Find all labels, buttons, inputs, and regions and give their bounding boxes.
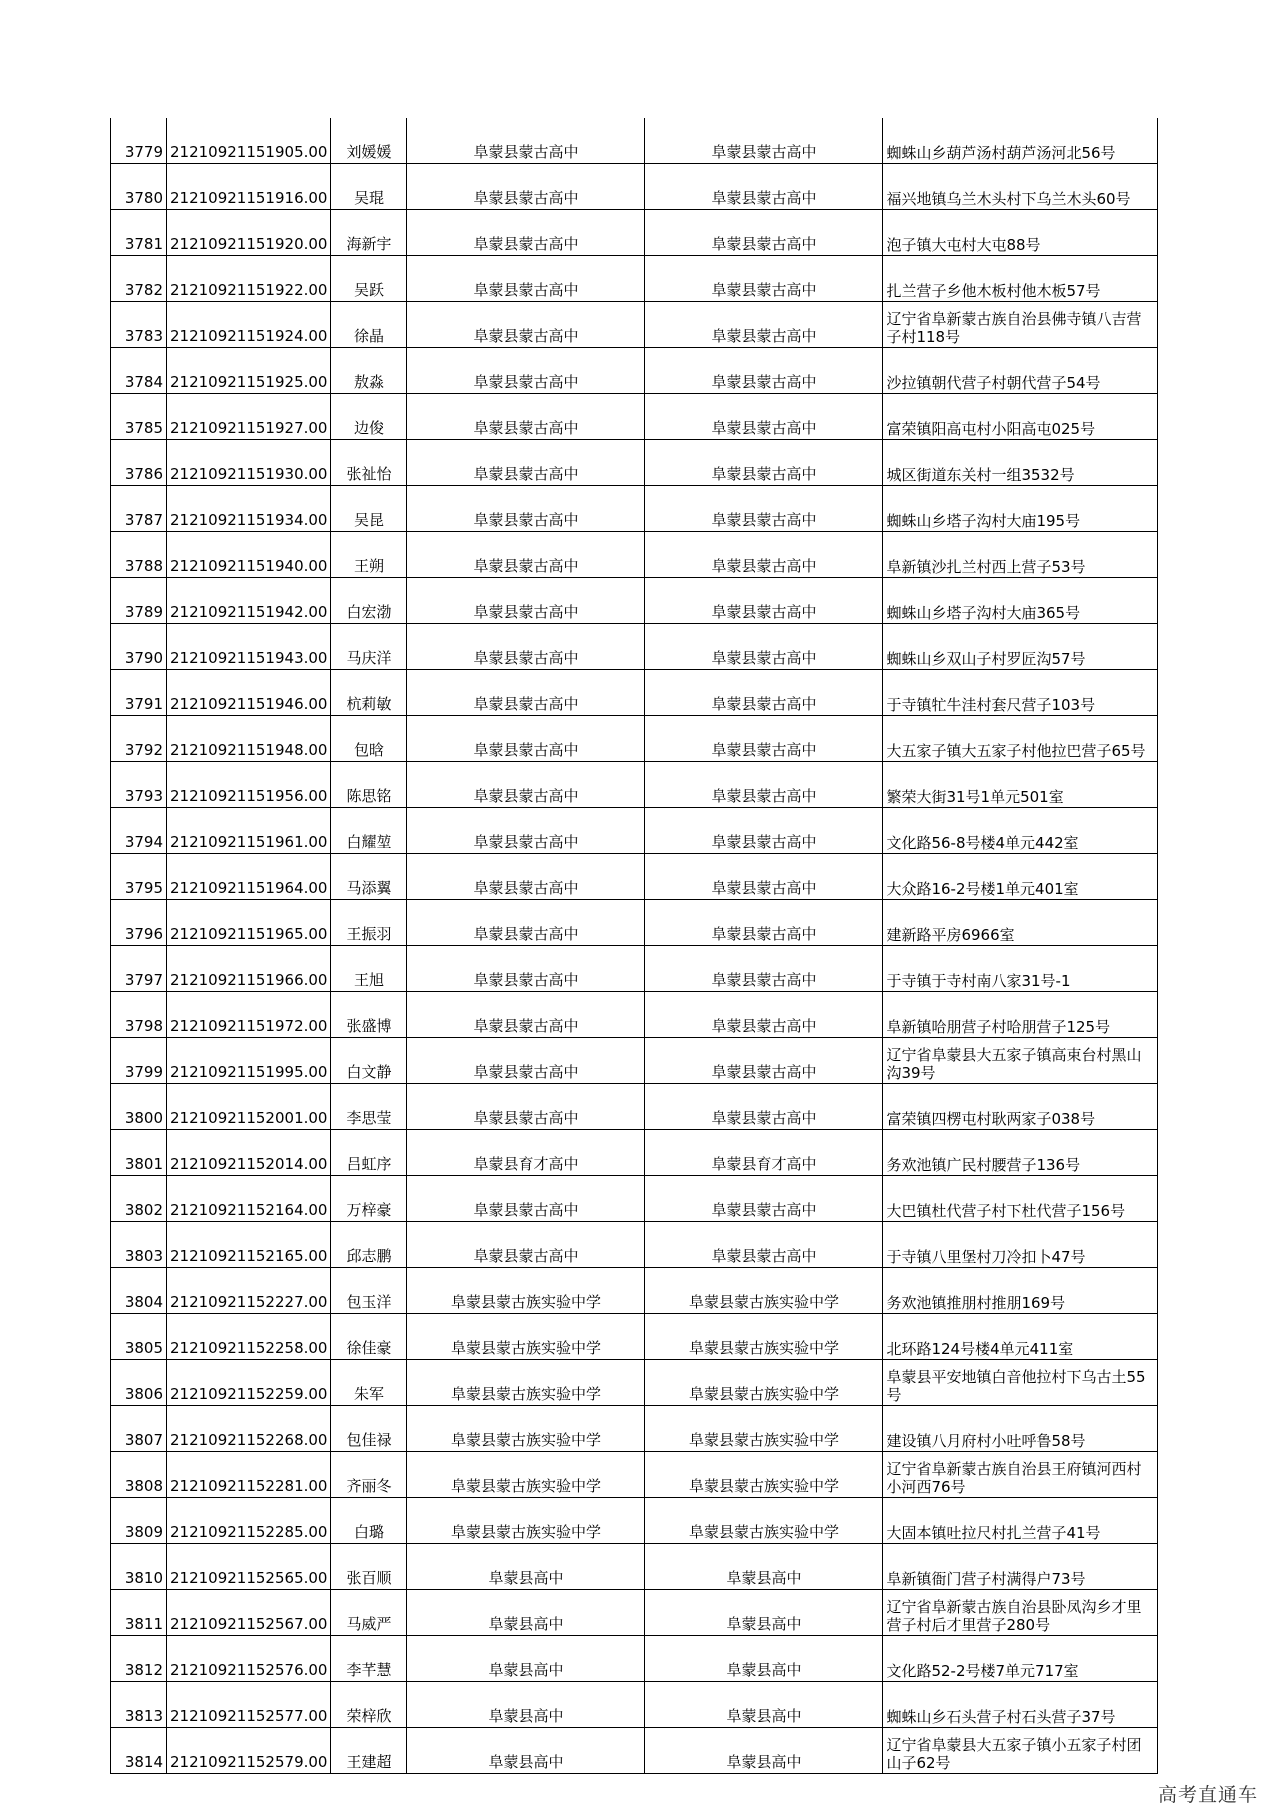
- cell-student-name: 白耀堃: [331, 808, 407, 854]
- cell-exam-id: 21210921151916.00: [167, 164, 331, 210]
- cell-address: 辽宁省阜新蒙古族自治县王府镇河西村小河西76号: [883, 1452, 1158, 1498]
- cell-number: 3791: [111, 670, 167, 716]
- cell-number: 3799: [111, 1038, 167, 1084]
- cell-number: 3787: [111, 486, 167, 532]
- cell-student-name: 王振羽: [331, 900, 407, 946]
- cell-admitted-school: 阜蒙县蒙古高中: [645, 670, 883, 716]
- table-row: [111, 624, 1158, 670]
- table-row: [111, 440, 1158, 486]
- cell-exam-id: 21210921152259.00: [167, 1360, 331, 1406]
- cell-school: 阜蒙县蒙古高中: [407, 486, 645, 532]
- cell-student-name: 荣梓欣: [331, 1682, 407, 1728]
- cell-number: 3785: [111, 394, 167, 440]
- cell-admitted-school: 阜蒙县蒙古高中: [645, 624, 883, 670]
- cell-address: 文化路56-8号楼4单元442室: [883, 808, 1158, 854]
- table-row: [111, 1590, 1158, 1636]
- cell-address: 大五家子镇大五家子村他拉巴营子65号: [883, 716, 1158, 762]
- table-row: [111, 1176, 1158, 1222]
- cell-school: 阜蒙县育才高中: [407, 1130, 645, 1176]
- cell-number: 3779: [111, 118, 167, 164]
- cell-exam-id: 21210921151942.00: [167, 578, 331, 624]
- cell-admitted-school: 阜蒙县蒙古族实验中学: [645, 1452, 883, 1498]
- cell-exam-id: 21210921151972.00: [167, 992, 331, 1038]
- cell-student-name: 王朔: [331, 532, 407, 578]
- cell-admitted-school: 阜蒙县蒙古高中: [645, 716, 883, 762]
- cell-student-name: 吴跃: [331, 256, 407, 302]
- cell-exam-id: 21210921152567.00: [167, 1590, 331, 1636]
- cell-student-name: 吴琨: [331, 164, 407, 210]
- cell-school: 阜蒙县蒙古高中: [407, 394, 645, 440]
- cell-address: 城区街道东关村一组3532号: [883, 440, 1158, 486]
- cell-address: 阜新镇沙扎兰村西上营子53号: [883, 532, 1158, 578]
- cell-school: 阜蒙县蒙古高中: [407, 210, 645, 256]
- cell-exam-id: 21210921151966.00: [167, 946, 331, 992]
- table-row: [111, 854, 1158, 900]
- cell-admitted-school: 阜蒙县蒙古高中: [645, 762, 883, 808]
- table-row: [111, 1314, 1158, 1360]
- cell-number: 3788: [111, 532, 167, 578]
- cell-school: 阜蒙县蒙古高中: [407, 624, 645, 670]
- cell-admitted-school: 阜蒙县高中: [645, 1590, 883, 1636]
- cell-address: 建新路平房6966室: [883, 900, 1158, 946]
- cell-school: 阜蒙县蒙古高中: [407, 164, 645, 210]
- table-row: [111, 1222, 1158, 1268]
- cell-number: 3806: [111, 1360, 167, 1406]
- cell-school: 阜蒙县蒙古高中: [407, 118, 645, 164]
- cell-admitted-school: 阜蒙县高中: [645, 1682, 883, 1728]
- cell-address: 辽宁省阜蒙县大五家子镇高束台村黑山沟39号: [883, 1038, 1158, 1084]
- cell-number: 3792: [111, 716, 167, 762]
- cell-admitted-school: 阜蒙县蒙古高中: [645, 854, 883, 900]
- cell-number: 3782: [111, 256, 167, 302]
- cell-address: 阜新镇衙门营子村满得户73号: [883, 1544, 1158, 1590]
- cell-school: 阜蒙县蒙古族实验中学: [407, 1498, 645, 1544]
- table-row: [111, 1636, 1158, 1682]
- cell-admitted-school: 阜蒙县蒙古高中: [645, 1038, 883, 1084]
- cell-address: 北环路124号楼4单元411室: [883, 1314, 1158, 1360]
- cell-admitted-school: 阜蒙县蒙古族实验中学: [645, 1360, 883, 1406]
- cell-student-name: 陈思铭: [331, 762, 407, 808]
- table-row: [111, 164, 1158, 210]
- cell-school: 阜蒙县蒙古高中: [407, 440, 645, 486]
- cell-student-name: 敖淼: [331, 348, 407, 394]
- cell-exam-id: 21210921152576.00: [167, 1636, 331, 1682]
- cell-exam-id: 21210921151930.00: [167, 440, 331, 486]
- cell-school: 阜蒙县蒙古族实验中学: [407, 1268, 645, 1314]
- cell-school: 阜蒙县蒙古族实验中学: [407, 1406, 645, 1452]
- cell-school: 阜蒙县蒙古高中: [407, 670, 645, 716]
- cell-address: 沙拉镇朝代营子村朝代营子54号: [883, 348, 1158, 394]
- cell-school: 阜蒙县蒙古高中: [407, 1038, 645, 1084]
- cell-exam-id: 21210921151964.00: [167, 854, 331, 900]
- cell-school: 阜蒙县蒙古高中: [407, 854, 645, 900]
- table-row: [111, 1268, 1158, 1314]
- cell-exam-id: 21210921151934.00: [167, 486, 331, 532]
- cell-student-name: 张盛博: [331, 992, 407, 1038]
- cell-exam-id: 21210921151920.00: [167, 210, 331, 256]
- cell-address: 富荣镇阳高屯村小阳高屯025号: [883, 394, 1158, 440]
- cell-admitted-school: 阜蒙县蒙古高中: [645, 348, 883, 394]
- cell-student-name: 张百顺: [331, 1544, 407, 1590]
- cell-admitted-school: 阜蒙县蒙古高中: [645, 808, 883, 854]
- cell-address: 大固本镇吐拉尺村扎兰营子41号: [883, 1498, 1158, 1544]
- cell-exam-id: 21210921152565.00: [167, 1544, 331, 1590]
- cell-number: 3789: [111, 578, 167, 624]
- table-row: [111, 532, 1158, 578]
- cell-student-name: 李思莹: [331, 1084, 407, 1130]
- cell-exam-id: 21210921151924.00: [167, 302, 331, 348]
- cell-exam-id: 21210921152281.00: [167, 1452, 331, 1498]
- cell-admitted-school: 阜蒙县蒙古高中: [645, 164, 883, 210]
- cell-student-name: 杭莉敏: [331, 670, 407, 716]
- cell-address: 蜘蛛山乡塔子沟村大庙195号: [883, 486, 1158, 532]
- table-row: [111, 118, 1158, 164]
- cell-address: 大众路16-2号楼1单元401室: [883, 854, 1158, 900]
- cell-exam-id: 21210921151905.00: [167, 118, 331, 164]
- cell-number: 3793: [111, 762, 167, 808]
- cell-address: 务欢池镇推朋村推朋169号: [883, 1268, 1158, 1314]
- cell-number: 3802: [111, 1176, 167, 1222]
- cell-school: 阜蒙县蒙古高中: [407, 256, 645, 302]
- cell-exam-id: 21210921151946.00: [167, 670, 331, 716]
- cell-school: 阜蒙县蒙古高中: [407, 716, 645, 762]
- cell-student-name: 王建超: [331, 1728, 407, 1774]
- cell-student-name: 万梓豪: [331, 1176, 407, 1222]
- cell-school: 阜蒙县蒙古高中: [407, 302, 645, 348]
- cell-exam-id: 21210921152285.00: [167, 1498, 331, 1544]
- table-row: [111, 762, 1158, 808]
- cell-admitted-school: 阜蒙县蒙古高中: [645, 256, 883, 302]
- cell-admitted-school: 阜蒙县蒙古高中: [645, 118, 883, 164]
- cell-student-name: 王旭: [331, 946, 407, 992]
- cell-student-name: 白文静: [331, 1038, 407, 1084]
- cell-number: 3814: [111, 1728, 167, 1774]
- cell-school: 阜蒙县高中: [407, 1636, 645, 1682]
- cell-exam-id: 21210921151925.00: [167, 348, 331, 394]
- cell-school: 阜蒙县高中: [407, 1728, 645, 1774]
- table-row: [111, 1406, 1158, 1452]
- cell-number: 3808: [111, 1452, 167, 1498]
- cell-student-name: 徐晶: [331, 302, 407, 348]
- cell-school: 阜蒙县高中: [407, 1544, 645, 1590]
- cell-student-name: 包佳禄: [331, 1406, 407, 1452]
- cell-number: 3807: [111, 1406, 167, 1452]
- table-row: [111, 1360, 1158, 1406]
- cell-admitted-school: 阜蒙县高中: [645, 1636, 883, 1682]
- cell-school: 阜蒙县高中: [407, 1682, 645, 1728]
- cell-number: 3784: [111, 348, 167, 394]
- table-row: [111, 1682, 1158, 1728]
- table-row: [111, 670, 1158, 716]
- cell-admitted-school: 阜蒙县蒙古族实验中学: [645, 1406, 883, 1452]
- cell-student-name: 马添翼: [331, 854, 407, 900]
- cell-school: 阜蒙县蒙古高中: [407, 1084, 645, 1130]
- cell-exam-id: 21210921151940.00: [167, 532, 331, 578]
- table-row: [111, 1084, 1158, 1130]
- cell-student-name: 边俊: [331, 394, 407, 440]
- cell-address: 于寺镇牤牛洼村套尺营子103号: [883, 670, 1158, 716]
- cell-school: 阜蒙县蒙古高中: [407, 808, 645, 854]
- cell-address: 泡子镇大屯村大屯88号: [883, 210, 1158, 256]
- cell-school: 阜蒙县蒙古高中: [407, 532, 645, 578]
- table-row: [111, 900, 1158, 946]
- table-row: [111, 808, 1158, 854]
- cell-student-name: 邱志鹏: [331, 1222, 407, 1268]
- cell-school: 阜蒙县蒙古高中: [407, 348, 645, 394]
- cell-student-name: 张祉怡: [331, 440, 407, 486]
- footer-watermark: 高考直通车: [1157, 1784, 1258, 1806]
- cell-school: 阜蒙县蒙古族实验中学: [407, 1314, 645, 1360]
- cell-address: 大巴镇杜代营子村下杜代营子156号: [883, 1176, 1158, 1222]
- cell-number: 3812: [111, 1636, 167, 1682]
- cell-admitted-school: 阜蒙县蒙古高中: [645, 394, 883, 440]
- cell-admitted-school: 阜蒙县蒙古高中: [645, 992, 883, 1038]
- table-row: [111, 256, 1158, 302]
- table-row: [111, 992, 1158, 1038]
- table-row: [111, 302, 1158, 348]
- cell-admitted-school: 阜蒙县蒙古高中: [645, 1222, 883, 1268]
- cell-number: 3795: [111, 854, 167, 900]
- cell-admitted-school: 阜蒙县蒙古高中: [645, 440, 883, 486]
- cell-address: 辽宁省阜新蒙古族自治县卧凤沟乡才里营子村后才里营子280号: [883, 1590, 1158, 1636]
- table-row: [111, 348, 1158, 394]
- cell-number: 3805: [111, 1314, 167, 1360]
- cell-number: 3783: [111, 302, 167, 348]
- cell-number: 3798: [111, 992, 167, 1038]
- cell-address: 务欢池镇广民村腰营子136号: [883, 1130, 1158, 1176]
- cell-school: 阜蒙县高中: [407, 1590, 645, 1636]
- cell-number: 3786: [111, 440, 167, 486]
- cell-number: 3794: [111, 808, 167, 854]
- cell-number: 3809: [111, 1498, 167, 1544]
- cell-number: 3781: [111, 210, 167, 256]
- cell-address: 蜘蛛山乡双山子村罗匠沟57号: [883, 624, 1158, 670]
- cell-student-name: 包玉洋: [331, 1268, 407, 1314]
- cell-number: 3796: [111, 900, 167, 946]
- cell-exam-id: 21210921152164.00: [167, 1176, 331, 1222]
- cell-school: 阜蒙县蒙古高中: [407, 1176, 645, 1222]
- cell-number: 3803: [111, 1222, 167, 1268]
- cell-student-name: 刘媛媛: [331, 118, 407, 164]
- cell-exam-id: 21210921151948.00: [167, 716, 331, 762]
- student-table: [110, 118, 1158, 1774]
- cell-address: 辽宁省阜蒙县大五家子镇小五家子村团山子62号: [883, 1728, 1158, 1774]
- table-row: [111, 210, 1158, 256]
- cell-school: 阜蒙县蒙古高中: [407, 946, 645, 992]
- cell-number: 3810: [111, 1544, 167, 1590]
- cell-number: 3780: [111, 164, 167, 210]
- cell-exam-id: 21210921152577.00: [167, 1682, 331, 1728]
- cell-exam-id: 21210921151965.00: [167, 900, 331, 946]
- cell-school: 阜蒙县蒙古族实验中学: [407, 1360, 645, 1406]
- cell-exam-id: 21210921152579.00: [167, 1728, 331, 1774]
- cell-exam-id: 21210921152268.00: [167, 1406, 331, 1452]
- cell-school: 阜蒙县蒙古高中: [407, 578, 645, 624]
- cell-address: 辽宁省阜新蒙古族自治县佛寺镇八吉营子村118号: [883, 302, 1158, 348]
- cell-student-name: 马威严: [331, 1590, 407, 1636]
- cell-exam-id: 21210921152165.00: [167, 1222, 331, 1268]
- table-row: [111, 1130, 1158, 1176]
- cell-address: 福兴地镇乌兰木头村下乌兰木头60号: [883, 164, 1158, 210]
- cell-number: 3790: [111, 624, 167, 670]
- cell-exam-id: 21210921151956.00: [167, 762, 331, 808]
- cell-number: 3811: [111, 1590, 167, 1636]
- cell-admitted-school: 阜蒙县蒙古高中: [645, 1084, 883, 1130]
- table-row: [111, 1728, 1158, 1774]
- cell-address: 蜘蛛山乡塔子沟村大庙365号: [883, 578, 1158, 624]
- cell-student-name: 吴昆: [331, 486, 407, 532]
- cell-admitted-school: 阜蒙县蒙古高中: [645, 302, 883, 348]
- cell-admitted-school: 阜蒙县蒙古族实验中学: [645, 1314, 883, 1360]
- cell-admitted-school: 阜蒙县蒙古高中: [645, 946, 883, 992]
- cell-exam-id: 21210921151961.00: [167, 808, 331, 854]
- cell-exam-id: 21210921152227.00: [167, 1268, 331, 1314]
- table-row: [111, 1452, 1158, 1498]
- cell-student-name: 包晗: [331, 716, 407, 762]
- cell-number: 3804: [111, 1268, 167, 1314]
- table-row: [111, 1498, 1158, 1544]
- cell-number: 3797: [111, 946, 167, 992]
- cell-admitted-school: 阜蒙县蒙古高中: [645, 900, 883, 946]
- cell-address: 文化路52-2号楼7单元717室: [883, 1636, 1158, 1682]
- cell-exam-id: 21210921151943.00: [167, 624, 331, 670]
- cell-address: 建设镇八月府村小吐呼鲁58号: [883, 1406, 1158, 1452]
- cell-school: 阜蒙县蒙古高中: [407, 900, 645, 946]
- cell-student-name: 李芊慧: [331, 1636, 407, 1682]
- cell-student-name: 朱军: [331, 1360, 407, 1406]
- cell-exam-id: 21210921152001.00: [167, 1084, 331, 1130]
- cell-number: 3800: [111, 1084, 167, 1130]
- cell-admitted-school: 阜蒙县蒙古高中: [645, 532, 883, 578]
- cell-admitted-school: 阜蒙县蒙古族实验中学: [645, 1498, 883, 1544]
- cell-exam-id: 21210921152258.00: [167, 1314, 331, 1360]
- table-body: [111, 118, 1158, 1774]
- cell-school: 阜蒙县蒙古族实验中学: [407, 1452, 645, 1498]
- cell-address: 阜新镇哈朋营子村哈朋营子125号: [883, 992, 1158, 1038]
- cell-school: 阜蒙县蒙古高中: [407, 992, 645, 1038]
- cell-admitted-school: 阜蒙县育才高中: [645, 1130, 883, 1176]
- cell-exam-id: 21210921151927.00: [167, 394, 331, 440]
- table-row: [111, 394, 1158, 440]
- cell-exam-id: 21210921151995.00: [167, 1038, 331, 1084]
- cell-number: 3813: [111, 1682, 167, 1728]
- cell-student-name: 海新宇: [331, 210, 407, 256]
- cell-address: 阜蒙县平安地镇白音他拉村下乌古土55号: [883, 1360, 1158, 1406]
- cell-number: 3801: [111, 1130, 167, 1176]
- table-row: [111, 716, 1158, 762]
- cell-admitted-school: 阜蒙县蒙古高中: [645, 1176, 883, 1222]
- cell-address: 于寺镇八里堡村刀冷扣卜47号: [883, 1222, 1158, 1268]
- cell-address: 扎兰营子乡他木板村他木板57号: [883, 256, 1158, 302]
- cell-student-name: 马庆洋: [331, 624, 407, 670]
- table-row: [111, 1544, 1158, 1590]
- cell-admitted-school: 阜蒙县蒙古高中: [645, 486, 883, 532]
- cell-student-name: 齐丽冬: [331, 1452, 407, 1498]
- cell-student-name: 徐佳豪: [331, 1314, 407, 1360]
- table-row: [111, 578, 1158, 624]
- cell-exam-id: 21210921152014.00: [167, 1130, 331, 1176]
- table-row: [111, 946, 1158, 992]
- cell-admitted-school: 阜蒙县蒙古高中: [645, 578, 883, 624]
- cell-student-name: 白璐: [331, 1498, 407, 1544]
- cell-address: 富荣镇四楞屯村耿两家子038号: [883, 1084, 1158, 1130]
- cell-student-name: 白宏渤: [331, 578, 407, 624]
- cell-student-name: 吕虹序: [331, 1130, 407, 1176]
- cell-address: 于寺镇于寺村南八家31号-1: [883, 946, 1158, 992]
- cell-address: 蜘蛛山乡石头营子村石头营子37号: [883, 1682, 1158, 1728]
- cell-school: 阜蒙县蒙古高中: [407, 762, 645, 808]
- cell-admitted-school: 阜蒙县蒙古族实验中学: [645, 1268, 883, 1314]
- cell-school: 阜蒙县蒙古高中: [407, 1222, 645, 1268]
- table-row: [111, 486, 1158, 532]
- cell-admitted-school: 阜蒙县蒙古高中: [645, 210, 883, 256]
- cell-exam-id: 21210921151922.00: [167, 256, 331, 302]
- cell-admitted-school: 阜蒙县高中: [645, 1728, 883, 1774]
- cell-address: 繁荣大街31号1单元501室: [883, 762, 1158, 808]
- cell-address: 蜘蛛山乡葫芦汤村葫芦汤河北56号: [883, 118, 1158, 164]
- table-row: [111, 1038, 1158, 1084]
- cell-admitted-school: 阜蒙县高中: [645, 1544, 883, 1590]
